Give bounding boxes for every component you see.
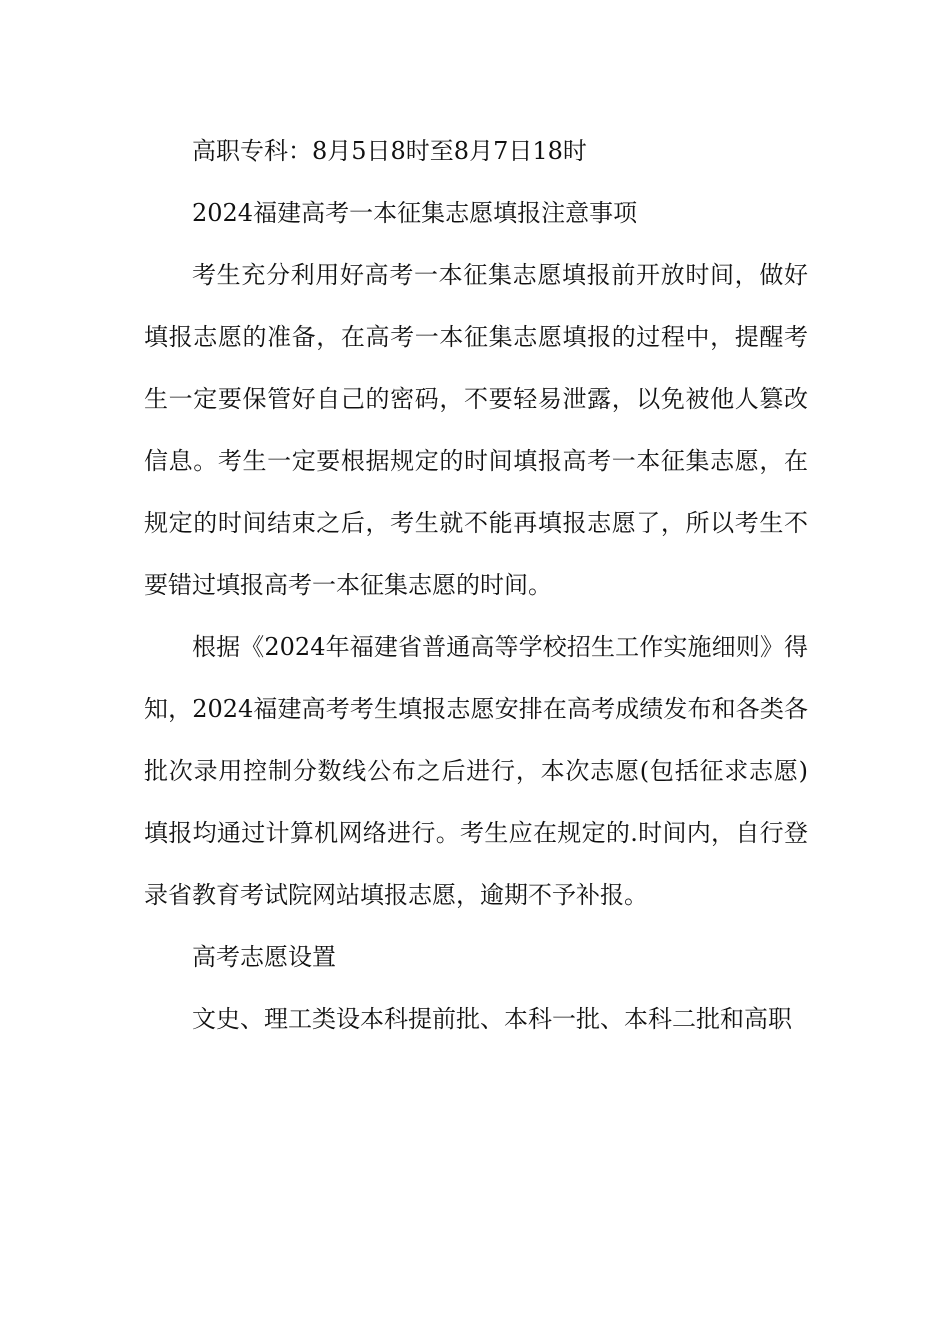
paragraph-heading-settings: 高考志愿设置 (192, 943, 336, 971)
document-body (144, 120, 808, 1050)
paragraph-notes-body: 考生充分利用好高考一本征集志愿填报前开放时间，做好填报志愿的准备，在高考一本征集志愿填报的过程中，提醒考生一定要保管好自己的密码，不要轻易泄露，以免被他人篡改信息。考生一定要根据规定的时间填报高考一本征集志愿，在规定的时间结束之后，考生就不能再填报志愿了，所以考生不要错过填报高考一本征集志愿的时间。 (144, 261, 808, 599)
paragraph-heading-notes: 2024福建高考一本征集志愿填报注意事项 (192, 199, 638, 227)
paragraph-schedule-vocational: 高职专科：8月5日8时至8月7日18时 (192, 137, 587, 165)
paragraph-regulation-body: 根据《2024年福建省普通高等学校招生工作实施细则》得知，2024福建高考考生填报志愿安排在高考成绩发布和各类各批次录用控制分数线公布之后进行，本次志愿(包括征求志愿)填报均通过计算机网络进行。考生应在规定的.时间内，自行登录省教育考试院网站填报志愿，逾期不予补报。 (144, 633, 808, 909)
paragraph-settings-body: 文史、理工类设本科提前批、本科一批、本科二批和高职 (192, 1005, 792, 1033)
